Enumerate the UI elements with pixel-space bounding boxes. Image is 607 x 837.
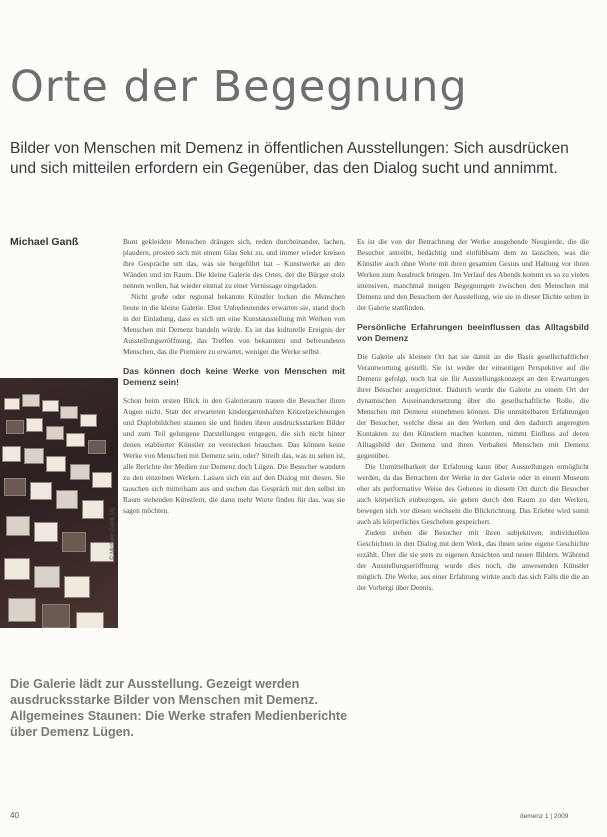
article-title: Orte der Begegnung	[10, 62, 468, 112]
body-paragraph: Es ist die von der Betrachtung der Werke ausgehende Neugierde, die die Besucher antreibt, bedächtig und einfühlsam dem zu lauschen, was die Künstler auch ohne Worte mit ihren gesamten Gestus und Haltung vor ihren Werken zum Ausdruck bringen. Im Verlauf des Abends kommt es so zu vielen intensiven, manchmal innigen Begegnungen zwischen den Menschen mit Demenz und den Besuchern der Ausstellung, wie sie in dieser Dichte selten in der Galerie stattfinden.	[357, 237, 589, 312]
body-paragraph: Die Unmittelbarkeit der Erfahrung kann über Ausstellungen ermöglicht werden, da das Betrachten der Werke in der Galerie oder in einem Museum eher als performative Weise des Gehenes in diesem Ort durch die Besucher auch körperlich einbezogen, sie gehen durch den Raum zu den Werken, bewegen sich vor diesen wechseln die Blickrichtung. Das Erlebte wird somit auch als körperliches Geschehen gespeichert.	[357, 462, 589, 526]
article-lead: Bilder von Menschen mit Demenz in öffentlichen Ausstellungen: Sich ausdrücken und sich mitteilen erfordern ein Gegenüber, das den Dialog sucht und annimmt.	[10, 140, 569, 177]
body-paragraph: Bunt gekleidete Menschen drängen sich, reden durcheinander, lachen, plaudern, prosten sich mit einem Glas Sekt zu, und immer wieder kreisen ihre Gespräche um das, was sie hergeführt hat – Kunstwerke an den Wänden und im Raum. Die kleine Galerie des Ortes, der die Bürger stolz nennen wollen, hat wieder einmal zu einer Vernissage eingeladen.	[123, 237, 345, 290]
page-number: 40	[10, 811, 19, 820]
author-name: Michael Ganß	[10, 236, 79, 248]
body-paragraph: Die Galerie als kleinen Ort hat sie damit an die Basis gesellschaftlicher Verantwortung gestellt. Sie ist weder der einseitigen Perspektive auf die Demenz gefolgt, noch hat sie für Ausstellungskonzept an den Erwartungen ihrer Besucher ausgerichtet. Dadurch wurde die Galerie zu einem Ort der dynamischen Auseinandersetzung über die gesellschaftliche Rolle, die Menschen mit Demenz einnehmen können. Die unmittelbaren Erfahrungen der Besucher, welche diese an den Werken und den dadurch angeregten Kontakten zu den Künstlern machen konnten, nimmt Einfluss auf deren Alltagsbild der Demenz und ihren Verhalten Menschen mit Demenz gegenüber.	[357, 352, 589, 460]
gallery-photo	[0, 378, 118, 628]
issue-label: demenz 1 | 2009	[520, 813, 569, 820]
body-column-right	[357, 236, 589, 746]
photo-caption: Die Galerie lädt zur Ausstellung. Gezeigt werden ausdrucksstarke Bilder von Menschen mit Demenz. Allgemeines Staunen: Die Werke strafen Medienberichte über Demenz Lügen.	[10, 677, 348, 739]
section-heading: Das können doch keine Werke von Menschen mit Demenz sein!	[123, 366, 345, 387]
photo-credit: © Michael Ganß (4)	[110, 507, 116, 560]
section-heading: Persönliche Erfahrungen beeinflussen das Alltagsbild von Demenz	[357, 322, 589, 343]
body-paragraph: Zudem stehen die Besucher mit ihren subjektiven, individuellen Geschichten in den Dialog mit dem Werk, das ihnen seine eigene Geschichte erzählt. Über die sie stets zu eigenen Ansichten und neuen Bildern. Während der Ausstellungseröffnung wurde dies noch, die anwesenden Künstler möglich. Die Werke, aus einer Erfahrung wirkte auch das sich Falls die die an der Vorbergi über Dennis.	[357, 528, 589, 592]
body-paragraph: Schon beim ersten Blick in den Galerieraum trauen die Besucher ihren Augen nicht. Statt der erwarteten kindergartenhaften Kritzelzeichnungen und Duplobildchen staunen sie und finden ihren ausdrucksstarken Bilder und zum Teil gelungene Darstellungen entgegen, die sich nicht hinter denen etablierter Künstler zu verstecken brauchen. Das können keine Werke von Menschen mit Demenz sein, oder? Streift das, was zu sehen ist, alle Berichte der Medien zur Demenz doch Lügen. Die Besucher wandern zu den einzelnen Werken. Lassen sich ein auf den Dialog mit diesen. Sie tauschen sich mitteilsam aus und suchen das Gespräch mit den selbst im Raum stehenden Künstlern, die dann mehr Worte finden für das, was sie sagen möchten.	[123, 396, 345, 515]
body-paragraph: Nicht große oder regional bekannte Künstler locken die Menschen heute in die kleine Galerie. Eher Unbedeutendes erwarten sie, stand doch in der Einladung, dass es sich um eine Kunstausstellung mit Werken von Menschen mit Demenz handeln würde. Es ist das kulturelle Ereignis der Ausstellungseröffnung, das Treffen von bekannten und befreundeten Menschen, das die Premiere zu erwartet, weniger die Werke selbst.	[123, 292, 345, 356]
body-column-left	[123, 236, 345, 641]
